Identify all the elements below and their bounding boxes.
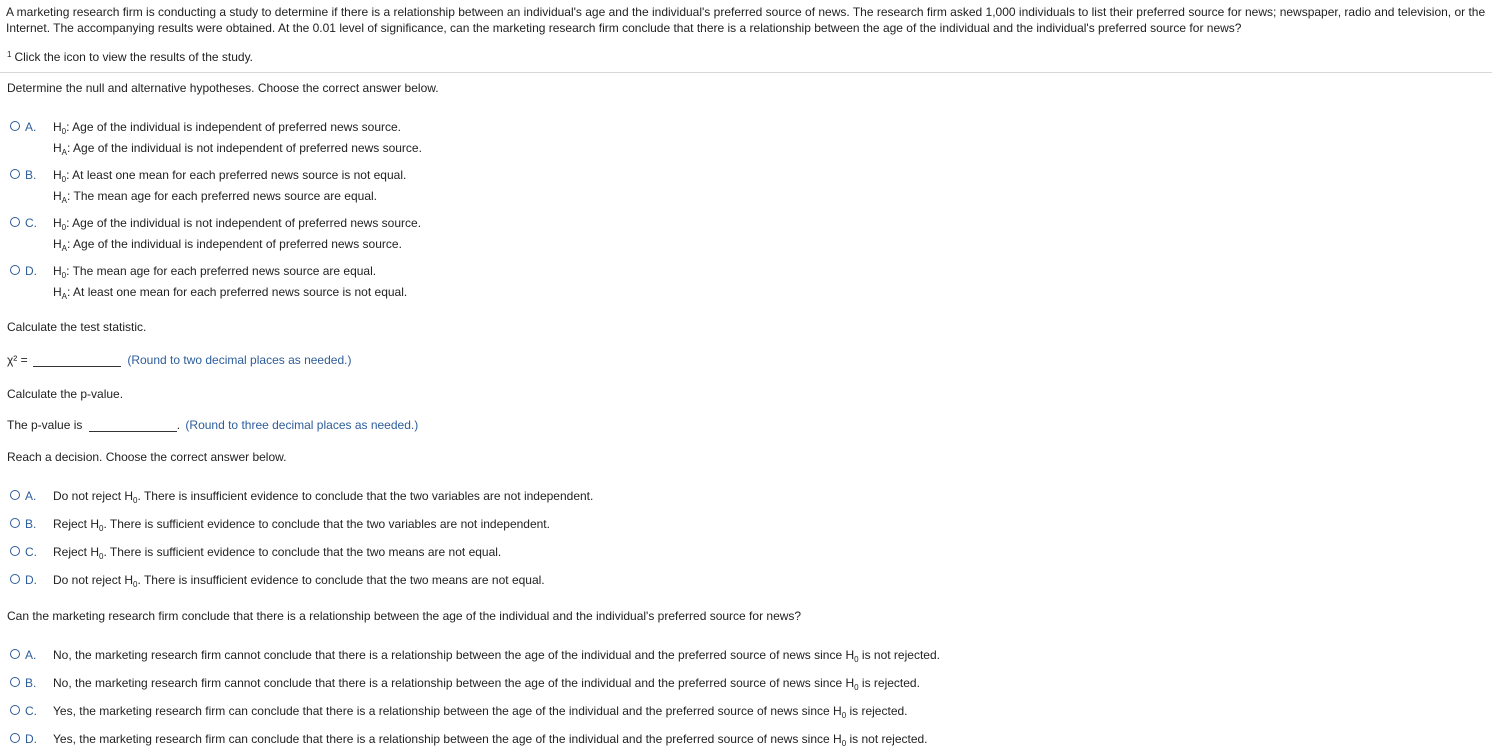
decision-option-a[interactable]: A. Do not reject $H_0$. There is insufficient evidence to conclude that the two variables are not independent.: [10, 489, 593, 503]
problem-statement: A marketing research firm is conducting a study to determine if there is a relationship between an individual's age and the individual's preferred source of news. The research firm asked 1,000 individuals to list their preferred source for news; newspaper, radio and television, or the Internet. The accompanying results were obtained. At the 0.01 level of significance, can the marketing research firm conclude that there is a relationship between the age of the individual and the individual's preferred source for news?: [6, 5, 1486, 35]
option-text: Reject H: [53, 545, 100, 559]
hypotheses-prompt: Determine the null and alternative hypotheses. Choose the correct answer below.: [7, 81, 439, 95]
test-statistic-row: [7, 353, 351, 367]
chi-square-label: χ² =: [7, 353, 28, 367]
hypotheses-option-b[interactable]: [10, 168, 406, 203]
option-text: is not rejected.: [846, 732, 928, 746]
p-value-label: The p-value is: [7, 418, 83, 432]
radio-button[interactable]: [10, 733, 20, 743]
footnote-text: Click the icon to view the results of the study.: [14, 50, 254, 64]
option-text: Yes, the marketing research firm can conclude that there is a relationship between the age of the individual and the preferred source of news since H: [53, 732, 842, 746]
option-letter: B.: [25, 676, 37, 690]
option-text: is rejected.: [846, 704, 908, 718]
alt-hypothesis-symbol: $H_A$:: [53, 237, 71, 253]
option-letter: C.: [25, 704, 37, 718]
radio-button[interactable]: [10, 546, 20, 556]
alt-hypothesis-symbol: $H_A$:: [53, 141, 71, 157]
option-ha-text: Age of the individual is not independent of preferred news source.: [73, 141, 422, 155]
option-letter: A.: [25, 648, 37, 662]
conclusion-option-b[interactable]: B. No, the marketing research firm cannot conclude that there is a relationship between the age of the individual and the preferred source of news since $H_0$ is rejected.: [10, 676, 920, 690]
conclusion-option-a[interactable]: A. No, the marketing research firm cannot conclude that there is a relationship between the age of the individual and the preferred source of news since $H_0$ is not rejected.: [10, 648, 940, 662]
decision-option-d[interactable]: D. Do not reject $H_0$. There is insufficient evidence to conclude that the two means are not equal.: [10, 573, 545, 587]
option-letter: A.: [25, 489, 37, 503]
decision-option-c[interactable]: C. Reject $H_0$. There is sufficient evidence to conclude that the two means are not equal.: [10, 545, 501, 559]
option-ha-text: The mean age for each preferred news source are equal.: [73, 189, 377, 203]
decision-prompt: Reach a decision. Choose the correct answer below.: [7, 450, 287, 464]
p-value-row: [7, 418, 418, 432]
test-statistic-prompt: Calculate the test statistic.: [7, 320, 147, 334]
option-h0-text: Age of the individual is independent of preferred news source.: [72, 120, 402, 134]
chi-square-input[interactable]: [33, 366, 121, 367]
null-hypothesis-symbol: $H_0$:: [53, 264, 70, 280]
radio-button[interactable]: [10, 574, 20, 584]
option-ha-text: At least one mean for each preferred news source is not equal.: [73, 285, 408, 299]
footnote[interactable]: [7, 50, 253, 64]
p-value-prompt: Calculate the p-value.: [7, 387, 124, 401]
null-hypothesis-symbol: $H_0$:: [53, 168, 70, 184]
option-text: . There is sufficient evidence to conclude that the two means are not equal.: [103, 545, 502, 559]
option-h0-text: The mean age for each preferred news source are equal.: [72, 264, 377, 278]
decision-option-b[interactable]: B. Reject $H_0$. There is sufficient evidence to conclude that the two variables are not independent.: [10, 517, 550, 531]
alt-hypothesis-symbol: $H_A$:: [53, 189, 71, 205]
hypotheses-option-d[interactable]: [10, 264, 407, 299]
option-text: Reject H: [53, 517, 100, 531]
conclusion-prompt: Can the marketing research firm conclude that there is a relationship between the age of the individual and the individual's preferred source for news?: [7, 609, 802, 623]
p-value-period: .: [176, 418, 181, 432]
option-letter: D.: [25, 264, 37, 278]
rounding-hint: (Round to three decimal places as needed.): [185, 418, 419, 432]
option-letter: B.: [25, 168, 37, 182]
hypotheses-option-c[interactable]: [10, 216, 421, 251]
option-text: is rejected.: [858, 676, 920, 690]
radio-button[interactable]: [10, 649, 20, 659]
option-text: . There is insufficient evidence to conclude that the two variables are not independent.: [137, 489, 594, 503]
radio-button[interactable]: [10, 677, 20, 687]
option-h0-text: Age of the individual is not independent of preferred news source.: [72, 216, 422, 230]
option-letter: D.: [25, 573, 37, 587]
footnote-mark: 1: [7, 50, 12, 59]
option-text: No, the marketing research firm cannot conclude that there is a relationship between the age of the individual and the preferred source of news since H: [53, 676, 855, 690]
rounding-hint: (Round to two decimal places as needed.): [127, 353, 352, 367]
option-letter: D.: [25, 732, 37, 746]
option-text: . There is insufficient evidence to conclude that the two means are not equal.: [137, 573, 545, 587]
radio-button[interactable]: [10, 490, 20, 500]
option-letter: C.: [25, 545, 37, 559]
option-letter: B.: [25, 517, 37, 531]
alt-hypothesis-symbol: $H_A$:: [53, 285, 71, 301]
option-letter: C.: [25, 216, 37, 230]
option-letter: A.: [25, 120, 37, 134]
radio-button[interactable]: [10, 705, 20, 715]
option-h0-text: At least one mean for each preferred news source is not equal.: [72, 168, 407, 182]
option-text: is not rejected.: [858, 648, 940, 662]
radio-button[interactable]: [10, 121, 20, 131]
conclusion-option-d[interactable]: D. Yes, the marketing research firm can conclude that there is a relationship between the age of the individual and the preferred source of news since $H_0$ is not rejected.: [10, 732, 928, 746]
null-hypothesis-symbol: $H_0$:: [53, 120, 70, 136]
p-value-input[interactable]: [89, 431, 177, 432]
option-text: . There is sufficient evidence to conclude that the two variables are not independent.: [103, 517, 550, 531]
divider: [0, 72, 1492, 73]
hypotheses-option-a[interactable]: [10, 120, 422, 155]
null-hypothesis-symbol: $H_0$:: [53, 216, 70, 232]
option-text: No, the marketing research firm cannot conclude that there is a relationship between the age of the individual and the preferred source of news since H: [53, 648, 855, 662]
radio-button[interactable]: [10, 265, 20, 275]
option-text: Do not reject H: [53, 489, 134, 503]
radio-button[interactable]: [10, 217, 20, 227]
radio-button[interactable]: [10, 518, 20, 528]
option-text: Yes, the marketing research firm can conclude that there is a relationship between the age of the individual and the preferred source of news since H: [53, 704, 842, 718]
option-text: Do not reject H: [53, 573, 134, 587]
radio-button[interactable]: [10, 169, 20, 179]
option-ha-text: Age of the individual is independent of preferred news source.: [73, 237, 402, 251]
conclusion-option-c[interactable]: C. Yes, the marketing research firm can conclude that there is a relationship between the age of the individual and the preferred source of news since $H_0$ is rejected.: [10, 704, 908, 718]
